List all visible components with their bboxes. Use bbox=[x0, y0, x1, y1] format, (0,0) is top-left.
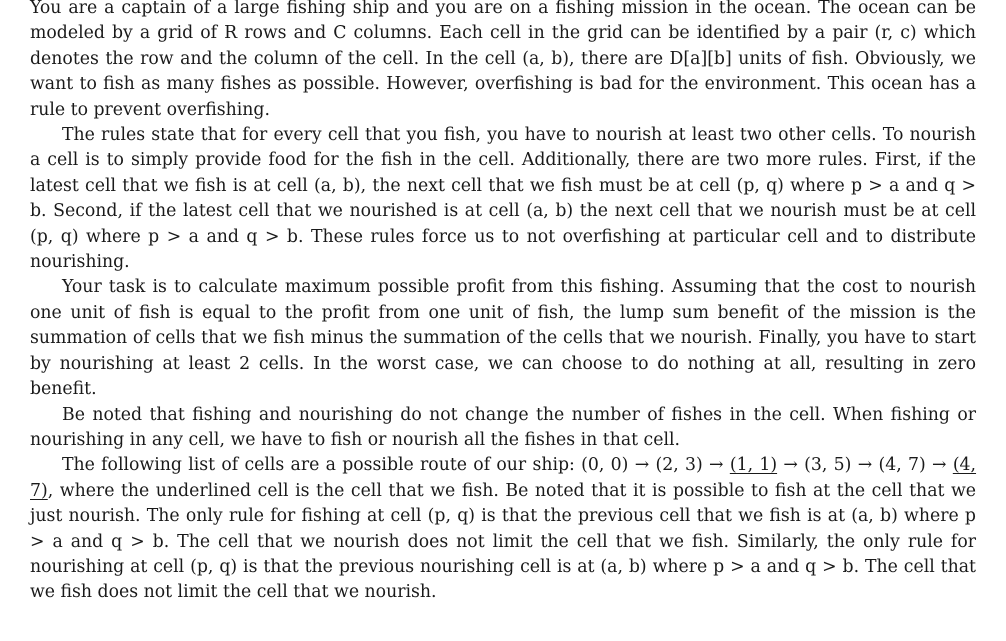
route-cell-fished: (4, 7) bbox=[30, 455, 977, 501]
route-cell: (0, 0) bbox=[581, 455, 629, 476]
paragraph-note: Be noted that fishing and nourishing do not change the number of fishes in the cell. When fishing or nourishing in any cell, we have to fish or nourish all the fishes in that cell. bbox=[30, 404, 976, 450]
problem-statement bbox=[30, 0, 976, 606]
arrow-icon: → bbox=[932, 455, 947, 476]
route-cell-fished: (1, 1) bbox=[729, 455, 778, 476]
route-intro: The following list of cells are a possible route of our ship: bbox=[62, 455, 575, 476]
paragraph-rules: The rules state that for every cell that you fish, you have to nourish at least two other cells. To nourish a cell is to simply provide food for the fish in the cell. Additionally, there are two more rules. First, if the latest cell that we fish is at cell (a, b), the next cell that we fish must be at cell (p, q) where p > a and q > b. Second, if the latest cell that we nourished is at cell (a, b) the next cell that we nourish must be at cell (p, q) where p > a and q > b. These rules force us to not overfishing at particular cell and to distribute nourishing. bbox=[30, 125, 976, 273]
arrow-icon: → bbox=[857, 455, 873, 476]
route-explanation: , where the underlined cell is the cell that we fish. Be noted that it is possible to fish at the cell that we just nourish. The only rule for fishing at cell (p, q) is that the previous cell that we fish is at (a, b) where p > a and q > b. The cell that we nourish does not limit the cell that we fish. Similarly, the only rule for nourishing at cell (p, q) is that the previous nourishing cell is at (a, b) where p > a and q > b. The cell that we fish does not limit the cell that we nourish. bbox=[30, 480, 976, 603]
arrow-icon: → bbox=[634, 455, 650, 476]
arrow-icon: → bbox=[709, 455, 724, 476]
arrow-icon: → bbox=[783, 455, 798, 476]
paragraph-task: Your task is to calculate maximum possible profit from this fishing. Assuming that the cost to nourish one unit of fish is equal to the profit from one unit of fish, the lump sum benefit of the mission is the summation of cells that we fish minus the summation of the cells that we nourish. Finally, you have to start by nourishing at least 2 cells. In the worst case, we can choose to do nothing at all, resulting in zero benefit. bbox=[30, 277, 976, 400]
route-cell: (4, 7) bbox=[878, 455, 926, 476]
route-cell: (2, 3) bbox=[655, 455, 703, 476]
paragraph-intro: You are a captain of a large fishing ship and you are on a fishing mission in the ocean. The ocean can be modeled by a grid of R rows and C columns. Each cell in the grid can be identified by a pair (r, c) which denotes the row and the column of the cell. In the cell (a, b), there are D[a][b] units of fish. Obviously, we want to fish as many fishes as possible. However, overfishing is bad for the environment. This ocean has a rule to prevent overfishing. bbox=[30, 0, 976, 120]
route-cell: (3, 5) bbox=[804, 455, 852, 476]
paragraph-route-example bbox=[30, 453, 976, 605]
